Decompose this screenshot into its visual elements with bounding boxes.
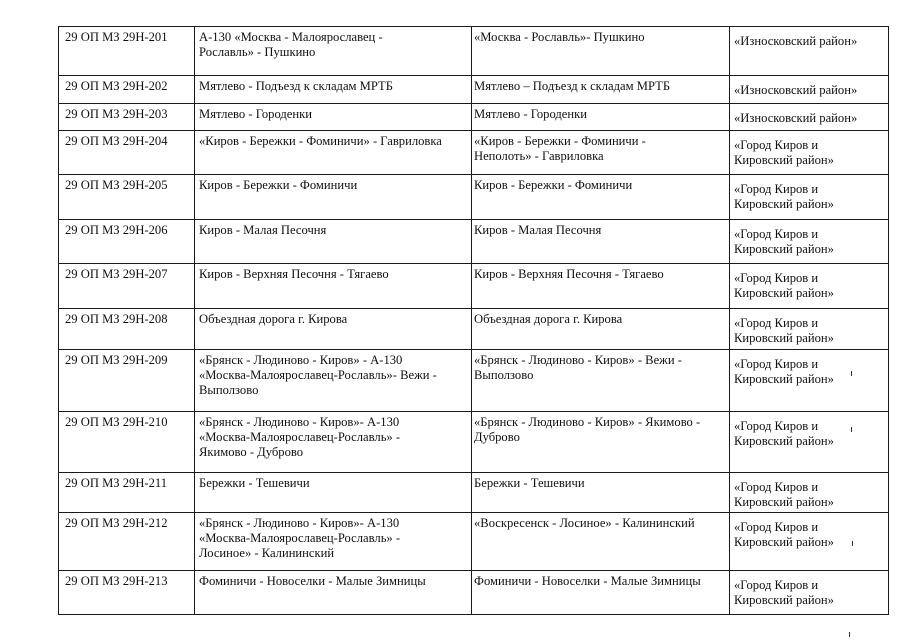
road-name-cell: «Киров - Бережки - Фоминичи» - Гавриловка bbox=[195, 131, 472, 175]
table-row bbox=[59, 412, 889, 473]
road-code-cell: 29 ОП МЗ 29Н-209 bbox=[59, 350, 195, 412]
table-row bbox=[59, 27, 889, 76]
road-route-cell: «Брянск - Людиново - Киров» - Вежи - Выползово bbox=[472, 350, 730, 412]
table-row bbox=[59, 175, 889, 220]
road-code-cell: 29 ОП МЗ 29Н-213 bbox=[59, 571, 195, 615]
road-route-cell: Киров - Верхняя Песочня - Тягаево bbox=[472, 264, 730, 309]
road-name-cell: «Брянск - Людиново - Киров»- А-130 «Москва-Малоярославец-Рославль» - Лосиное» - Калининский bbox=[195, 513, 472, 571]
road-name-cell: Мятлево - Городенки bbox=[195, 104, 472, 131]
road-route-cell: «Воскресенск - Лосиное» - Калининский bbox=[472, 513, 730, 571]
road-name-cell: «Брянск - Людиново - Киров»- А-130 «Москва-Малоярославец-Рославль» - Якимово - Дуброво bbox=[195, 412, 472, 473]
district-cell: «Город Киров и Кировский район» bbox=[730, 220, 889, 264]
scan-speck bbox=[851, 371, 852, 376]
district-cell: «Город Киров и Кировский район» bbox=[730, 412, 889, 473]
road-route-cell: «Брянск - Людиново - Киров» - Якимово - Дуброво bbox=[472, 412, 730, 473]
road-route-cell: Объездная дорога г. Кирова bbox=[472, 309, 730, 350]
road-name-cell: Киров - Бережки - Фоминичи bbox=[195, 175, 472, 220]
road-name-cell: Киров - Верхняя Песочня - Тягаево bbox=[195, 264, 472, 309]
table-row bbox=[59, 131, 889, 175]
district-cell: «Город Киров и Кировский район» bbox=[730, 309, 889, 350]
table-row bbox=[59, 513, 889, 571]
district-cell: «Город Киров и Кировский район» bbox=[730, 350, 889, 412]
district-cell: «Износковский район» bbox=[730, 27, 889, 76]
road-name-cell: Киров - Малая Песочня bbox=[195, 220, 472, 264]
district-cell: «Город Киров и Кировский район» bbox=[730, 264, 889, 309]
road-code-cell: 29 ОП МЗ 29Н-208 bbox=[59, 309, 195, 350]
road-name-cell: Объездная дорога г. Кирова bbox=[195, 309, 472, 350]
table-row bbox=[59, 571, 889, 615]
road-code-cell: 29 ОП МЗ 29Н-202 bbox=[59, 76, 195, 104]
road-route-cell: Киров - Малая Песочня bbox=[472, 220, 730, 264]
road-name-cell: Мятлево - Подъезд к складам МРТБ bbox=[195, 76, 472, 104]
district-cell: «Город Киров и Кировский район» bbox=[730, 513, 889, 571]
table-row bbox=[59, 76, 889, 104]
road-name-cell: Фоминичи - Новоселки - Малые Зимницы bbox=[195, 571, 472, 615]
road-route-cell: Киров - Бережки - Фоминичи bbox=[472, 175, 730, 220]
table-row bbox=[59, 309, 889, 350]
road-code-cell: 29 ОП МЗ 29Н-207 bbox=[59, 264, 195, 309]
scan-speck bbox=[849, 632, 850, 637]
road-name-cell: А-130 «Москва - Малоярославец - Рославль» - Пушкино bbox=[195, 27, 472, 76]
road-route-cell: Фоминичи - Новоселки - Малые Зимницы bbox=[472, 571, 730, 615]
road-code-cell: 29 ОП МЗ 29Н-211 bbox=[59, 473, 195, 513]
road-code-cell: 29 ОП МЗ 29Н-210 bbox=[59, 412, 195, 473]
table-row bbox=[59, 264, 889, 309]
road-code-cell: 29 ОП МЗ 29Н-205 bbox=[59, 175, 195, 220]
road-code-cell: 29 ОП МЗ 29Н-203 bbox=[59, 104, 195, 131]
road-route-cell: Бережки - Тешевичи bbox=[472, 473, 730, 513]
road-name-cell: Бережки - Тешевичи bbox=[195, 473, 472, 513]
district-cell: «Город Киров и Кировский район» bbox=[730, 473, 889, 513]
scan-speck bbox=[852, 541, 853, 546]
road-route-cell: Мятлево – Подъезд к складам МРТБ bbox=[472, 76, 730, 104]
road-name-cell: «Брянск - Людиново - Киров» - А-130 «Москва-Малоярославец-Рославль»- Вежи - Выползово bbox=[195, 350, 472, 412]
road-code-cell: 29 ОП МЗ 29Н-201 bbox=[59, 27, 195, 76]
district-cell: «Город Киров и Кировский район» bbox=[730, 131, 889, 175]
scan-speck bbox=[851, 427, 852, 432]
road-code-cell: 29 ОП МЗ 29Н-212 bbox=[59, 513, 195, 571]
table-row bbox=[59, 350, 889, 412]
district-cell: «Город Киров и Кировский район» bbox=[730, 175, 889, 220]
district-cell: «Город Киров и Кировский район» bbox=[730, 571, 889, 615]
road-route-cell: «Киров - Бережки - Фоминичи - Неполоть» - Гавриловка bbox=[472, 131, 730, 175]
table-row bbox=[59, 220, 889, 264]
road-code-cell: 29 ОП МЗ 29Н-206 bbox=[59, 220, 195, 264]
roads-table-body bbox=[59, 27, 889, 615]
district-cell: «Износковский район» bbox=[730, 76, 889, 104]
table-row bbox=[59, 473, 889, 513]
roads-table bbox=[58, 26, 889, 615]
district-cell: «Износковский район» bbox=[730, 104, 889, 131]
road-code-cell: 29 ОП МЗ 29Н-204 bbox=[59, 131, 195, 175]
road-route-cell: «Москва - Рославль»- Пушкино bbox=[472, 27, 730, 76]
road-route-cell: Мятлево - Городенки bbox=[472, 104, 730, 131]
table-row bbox=[59, 104, 889, 131]
